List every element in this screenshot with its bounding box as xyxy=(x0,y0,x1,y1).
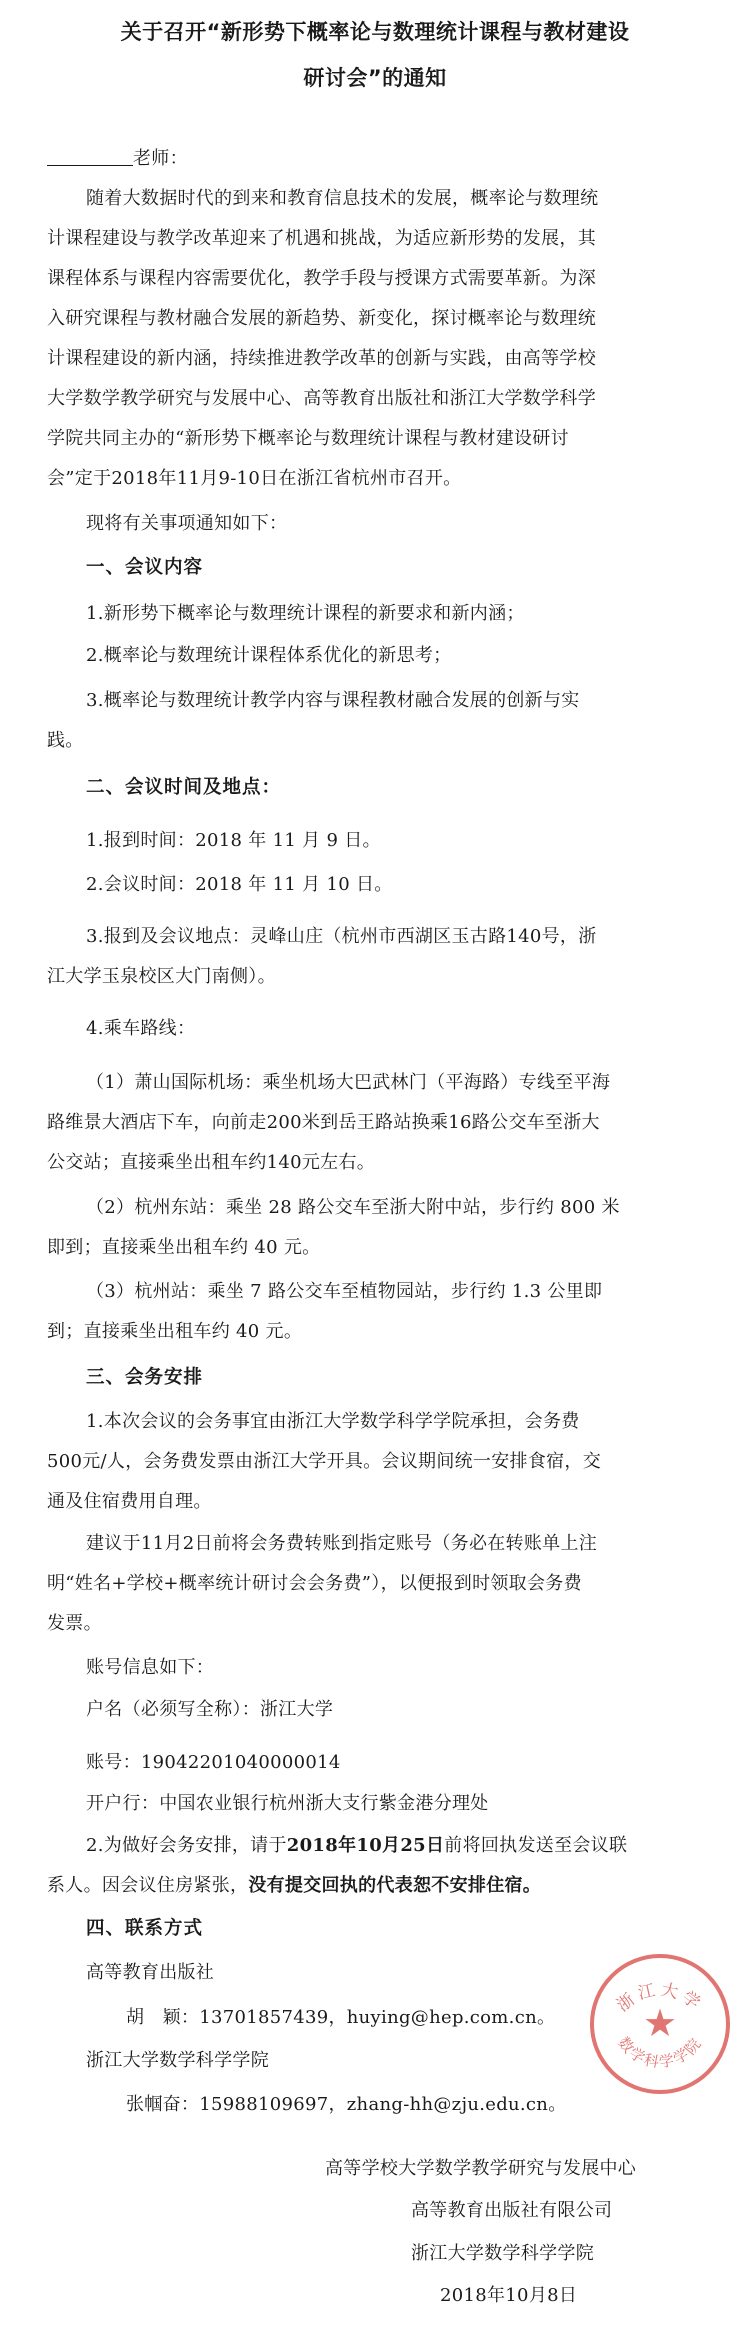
transfer-text: 明“姓名+学校+概率统计研讨会会务费”），以便报到时领取会务费 xyxy=(47,1573,582,1594)
route-title: 4.乘车路线： xyxy=(86,1018,196,1039)
reply-deadline: 2018年10月25日 xyxy=(286,1835,445,1856)
route-station: （3）杭州站：乘坐 7 路公交车至植物园站，步行约 1.3 公里即 xyxy=(86,1281,603,1302)
section-heading-time-place: 二、会议时间及地点： xyxy=(86,777,282,798)
intro-line: 学院共同主办的“新形势下概率论与数理统计课程与教材建设研讨 xyxy=(47,428,569,449)
account-bank: 开户行：中国农业银行杭州浙大支行紫金港分理处 xyxy=(86,1793,489,1814)
account-info-title: 账号信息如下： xyxy=(86,1657,215,1678)
meeting-place: 江大学玉泉校区大门南侧）。 xyxy=(47,966,276,987)
contact-person: 张帼奋：15988109697，zhang-hh@zju.edu.cn。 xyxy=(126,2094,567,2115)
intro-line: 大学数学教学研究与发展中心、高等教育出版社和浙江大学数学科学 xyxy=(47,388,596,409)
route-airport: 路维景大酒店下车，向前走200米到岳王路站换乘16路公交车至浙大 xyxy=(47,1112,600,1133)
transfer-text: 建议于11月2日前将会务费转账到指定账号（务必在转账单上注 xyxy=(86,1533,598,1554)
content-item: 1.新形势下概率论与数理统计课程的新要求和新内涵； xyxy=(86,603,525,624)
signature-organization: 高等教育出版社有限公司 xyxy=(411,2200,613,2221)
content-item: 3.概率论与数理统计教学内容与课程教材融合发展的创新与实 xyxy=(86,690,580,711)
fee-text: 500元/人，会务费发票由浙江大学开具。会议期间统一安排食宿，交 xyxy=(47,1451,602,1472)
section-heading-arrangement: 三、会务安排 xyxy=(86,1367,204,1388)
section-heading-contact: 四、联系方式 xyxy=(86,1918,204,1939)
contact-organization: 高等教育出版社 xyxy=(86,1962,215,1983)
intro-line: 入研究课程与教材融合发展的新趋势、新变化，探讨概率论与数理统 xyxy=(47,308,596,329)
account-name: 户名（必须写全称）：浙江大学 xyxy=(86,1699,334,1720)
intro-line: 计课程建设与教学改革迎来了机遇和挑战，为适应新形势的发展，其 xyxy=(47,228,596,249)
route-station: 到；直接乘坐出租车约 40 元。 xyxy=(47,1321,303,1342)
transfer-text: 发票。 xyxy=(47,1613,102,1634)
reply-text: 系人。因会议住房紧张， xyxy=(47,1875,249,1896)
notice-title-line1: 关于召开“新形势下概率论与数理统计课程与教材建设 xyxy=(120,20,630,44)
fee-text: 1.本次会议的会务事宜由浙江大学数学科学学院承担，会务费 xyxy=(86,1411,580,1432)
content-item: 践。 xyxy=(47,730,84,751)
fee-text: 通及住宿费用自理。 xyxy=(47,1491,212,1512)
intro-line: 会”定于2018年11月9-10日在浙江省杭州市召开。 xyxy=(47,468,462,489)
route-airport: 公交站；直接乘坐出租车约140元左右。 xyxy=(47,1152,376,1173)
route-airport: （1）萧山国际机场：乘坐机场大巴武林门（平海路）专线至平海 xyxy=(86,1072,611,1093)
reply-warning: 没有提交回执的代表恕不安排住宿。 xyxy=(248,1875,542,1896)
route-east-station: 即到；直接乘坐出租车约 40 元。 xyxy=(47,1237,321,1258)
account-number: 账号：19042201040000014 xyxy=(86,1752,341,1773)
registration-time: 1.报到时间：2018 年 11 月 9 日。 xyxy=(86,830,381,851)
meeting-place: 3.报到及会议地点：灵峰山庄（杭州市西湖区玉古路140号，浙 xyxy=(86,926,597,947)
salutation-text: 老师： xyxy=(133,148,188,169)
seal-text-bottom: 数学科学学院 xyxy=(614,2033,706,2072)
section-heading-content: 一、会议内容 xyxy=(86,557,204,578)
reply-text: 前将回执发送至会议联 xyxy=(444,1835,628,1856)
name-blank xyxy=(47,149,133,166)
intro-line: 随着大数据时代的到来和教育信息技术的发展，概率论与数理统 xyxy=(86,188,599,209)
signature-date: 2018年10月8日 xyxy=(440,2285,578,2306)
reply-requirement xyxy=(47,1871,541,1897)
contact-organization: 浙江大学数学科学学院 xyxy=(86,2050,269,2071)
notice-title-line2: 研讨会”的通知 xyxy=(303,66,447,90)
reply-text: 2.为做好会务安排，请于 xyxy=(86,1835,287,1856)
content-item: 2.概率论与数理统计课程体系优化的新思考； xyxy=(86,645,452,666)
reply-requirement xyxy=(86,1831,627,1857)
signature-organization: 浙江大学数学科学学院 xyxy=(411,2243,594,2264)
notice-lead: 现将有关事项通知如下： xyxy=(86,513,288,534)
salutation xyxy=(47,144,188,170)
seal-text-top: 浙江大学 xyxy=(613,1979,707,2017)
seal-star-icon: ★ xyxy=(642,2001,678,2045)
official-seal xyxy=(586,1950,734,2098)
route-east-station: （2）杭州东站：乘坐 28 路公交车至浙大附中站，步行约 800 米 xyxy=(86,1197,620,1218)
intro-line: 计课程建设的新内涵，持续推进教学改革的创新与实践，由高等学校 xyxy=(47,348,596,369)
meeting-time: 2.会议时间：2018 年 11 月 10 日。 xyxy=(86,874,393,895)
signature-organization: 高等学校大学数学教学研究与发展中心 xyxy=(325,2158,637,2179)
contact-person: 胡 颖：13701857439，huying@hep.com.cn。 xyxy=(126,2007,556,2028)
intro-line: 课程体系与课程内容需要优化，教学手段与授课方式需要革新。为深 xyxy=(47,268,596,289)
